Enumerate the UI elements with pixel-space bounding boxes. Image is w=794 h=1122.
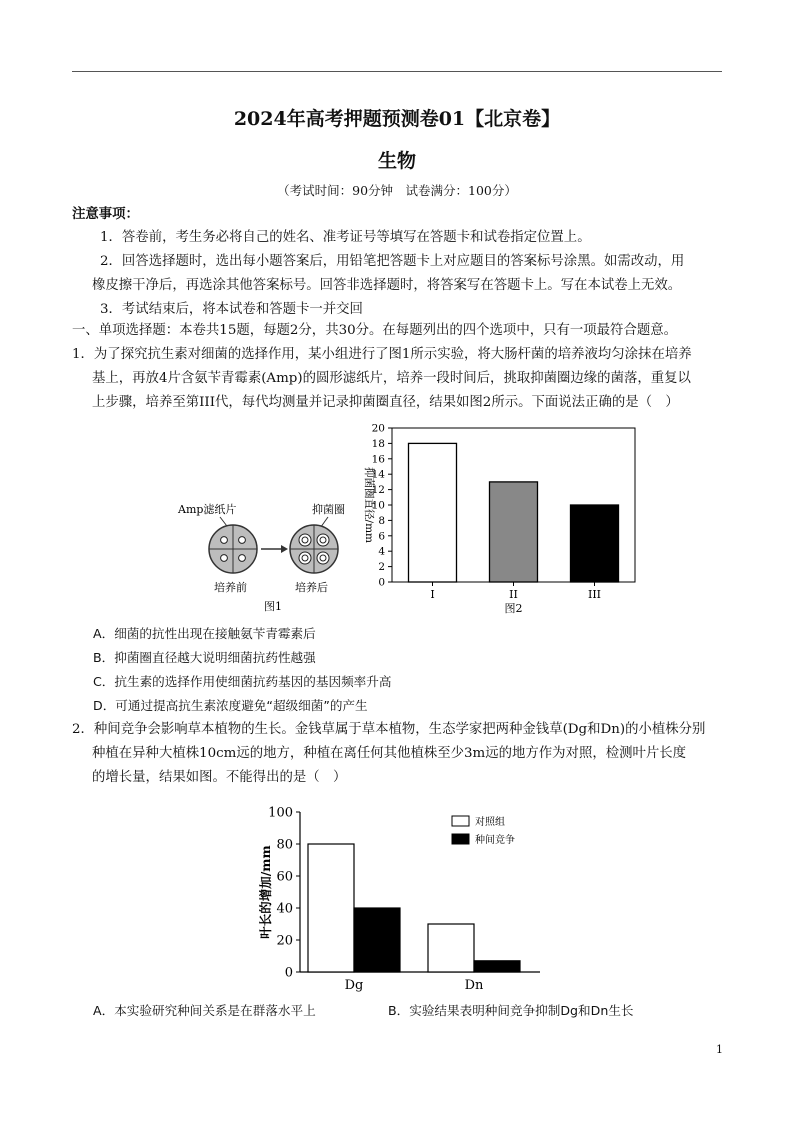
arrow-icon <box>261 545 288 553</box>
y-tick-label: 2 <box>378 561 385 574</box>
dish-after <box>290 525 338 573</box>
legend-swatch <box>452 816 469 826</box>
y-tick-label: 8 <box>378 514 385 527</box>
x-tick-label: I <box>430 588 435 601</box>
exam-info: （考试时间：90分钟 试卷满分：100分） <box>277 183 517 198</box>
notice-item: 橡皮擦干净后，再选涂其他答案标号。回答非选择题时，将答案写在答题卡上。写在本试卷上无效。 <box>92 278 682 293</box>
y-tick-label: 100 <box>268 805 293 821</box>
notice-heading: 注意事项： <box>72 206 139 222</box>
figure1-before-label: 培养前 <box>214 581 247 594</box>
figure1-after-label: 培养后 <box>295 581 328 594</box>
option-b[interactable]: B．抑菌圈直径越大说明细菌抗药性越强 <box>93 650 316 665</box>
y-axis-label: 抑菌圈直径/mm <box>363 467 375 543</box>
question-text: 2．种间竞争会影响草本植物的生长。金钱草属于草本植物，生态学家把两种金钱草(Dg和Dn)的小植株分别 <box>72 722 706 737</box>
section-heading: 一、单项选择题：本卷共15题，每题2分，共30分。在每题列出的四个选项中，只有一项最符合题意。 <box>72 323 678 338</box>
option-a[interactable]: A．细菌的抗性出现在接触氨苄青霉素后 <box>93 626 316 641</box>
y-tick-label: 0 <box>378 576 385 589</box>
bar <box>354 908 400 972</box>
y-tick-label: 0 <box>284 965 293 981</box>
figure1-caption: 图1 <box>264 600 282 613</box>
dish-before <box>209 525 257 573</box>
leaf-growth-chart <box>250 790 550 995</box>
legend-label: 对照组 <box>475 817 505 828</box>
y-tick-label: 18 <box>371 437 385 450</box>
y-tick-label: 6 <box>378 530 385 543</box>
question-text: 基上，再放4片含氨苄青霉素(Amp)的圆形滤纸片，培养一段时间后，挑取抑菌圈边缘的菌落，重复以 <box>92 371 691 386</box>
y-tick-label: 20 <box>276 933 293 949</box>
notice-item: 1．答卷前，考生务必将自己的姓名、准考证号等填写在答题卡和试卷指定位置上。 <box>100 230 591 245</box>
bar <box>490 482 538 582</box>
y-tick-label: 12 <box>371 484 385 497</box>
legend-swatch <box>452 834 469 844</box>
header-rule <box>72 71 722 72</box>
y-tick-label: 16 <box>371 453 385 466</box>
bar <box>308 844 354 972</box>
y-tick-label: 10 <box>371 499 385 512</box>
notice-item: 3．考试结束后，将本试卷和答题卡一并交回 <box>100 302 363 317</box>
figure-2-chart <box>350 420 650 620</box>
y-tick-label: 80 <box>276 837 293 853</box>
x-tick-label: Dn <box>464 978 484 993</box>
chart-title: 图2 <box>504 602 523 615</box>
y-tick-label: 20 <box>371 422 385 435</box>
figure1-zone-label: 抑菌圈 <box>312 503 345 516</box>
y-tick-label: 4 <box>378 545 385 558</box>
option-d[interactable]: D．可通过提高抗生素浓度避免“超级细菌”的产生 <box>93 698 368 713</box>
x-tick-label: Dg <box>344 978 364 993</box>
y-tick-label: 60 <box>276 869 293 885</box>
notice-item: 2．回答选择题时，选出每小题答案后，用铅笔把答题卡上对应题目的答案标号涂黑。如需改动，用 <box>100 254 685 269</box>
figure-1 <box>170 495 370 620</box>
question-text: 的增长量，结果如图。不能得出的是（ ） <box>92 770 347 785</box>
bar <box>428 924 474 972</box>
question-text: 1．为了探究抗生素对细菌的选择作用，某小组进行了图1所示实验，将大肠杆菌的培养液均匀涂抹在培养 <box>72 347 692 362</box>
bar <box>571 505 619 582</box>
option-b[interactable]: B．实验结果表明种间竞争抑制Dg和Dn生长 <box>388 1003 634 1018</box>
y-tick-label: 14 <box>371 468 385 481</box>
y-axis-label: 叶长的增加/mm <box>258 845 273 939</box>
legend-label: 种间竞争 <box>475 835 515 846</box>
subject-title: 生物 <box>377 150 416 172</box>
question-text: 上步骤，培养至第III代，每代均测量并记录抑菌圈直径，结果如图2所示。下面说法正确的是（ ） <box>92 395 679 410</box>
bar <box>474 961 520 972</box>
x-tick-label: III <box>587 588 602 601</box>
y-tick-label: 40 <box>276 901 293 917</box>
page-number: 1 <box>716 1043 723 1056</box>
figure1-amp-label: Amp滤纸片 <box>178 503 237 516</box>
x-tick-label: II <box>509 588 518 601</box>
option-c[interactable]: C．抗生素的选择作用使细菌抗药基因的基因频率升高 <box>93 674 392 689</box>
bar <box>409 443 457 582</box>
question-text: 种植在异种大植株10cm远的地方，种植在离任何其他植株至少3m远的地方作为对照，检测叶片长度 <box>92 746 687 761</box>
option-a[interactable]: A．本实验研究种间关系是在群落水平上 <box>93 1003 316 1018</box>
page-title: 2024年高考押题预测卷01【北京卷】 <box>233 108 561 130</box>
